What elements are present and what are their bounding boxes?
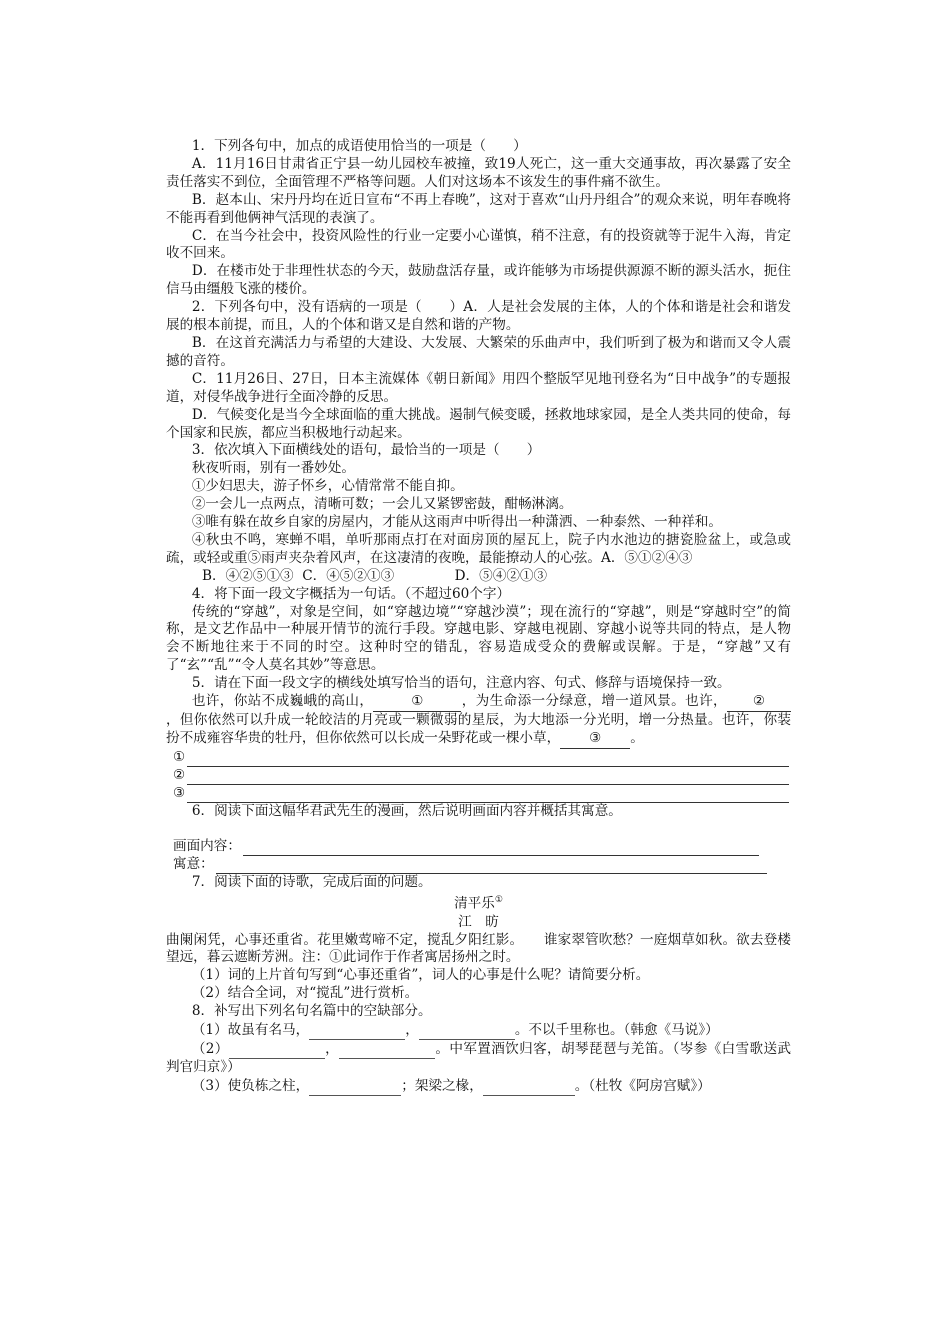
- q2-stem: 2．下列各句中，没有语病的一项是（ ）A．人是社会发展的主体，人的个体和谐是社会和谐发展的根本前提，而且，人的个体和谐又是自然和谐的产物。: [166, 299, 791, 334]
- q8-l3-text-b: ；架梁之椽，: [401, 1077, 483, 1094]
- q5-stem: 5．请在下面一段文字的横线处填写恰当的语句，注意内容、句式、修辞与语境保持一致。: [191, 675, 731, 692]
- q5-blank-2[interactable]: ②: [727, 693, 791, 712]
- q3-sentence-4: ④秋虫不鸣，寒蝉不唱，单听那雨点打在对面房顶的屋瓦上，院子内水池边的搪瓷脸盆上，或急或疏，或轻或重⑤雨声夹杂着风声，在这凄清的夜晚，最能撩动人的心弦。A．⑤①②④③: [166, 531, 791, 566]
- q5-answer-line-1[interactable]: [173, 749, 791, 767]
- q5-answer-label-2: ②: [173, 766, 186, 783]
- q7-note-mark: ①: [494, 895, 503, 906]
- q1-option-d: D．在楼市处于非理性状态的今天，鼓励盘活存量，或许能够为市场提供源源不断的源头活水，扼住信马由缰般飞涨的楼价。: [166, 263, 791, 298]
- q4-passage: 传统的“穿越”，对象是空间，如“穿越边境”“穿越沙漠”；现在流行的“穿越”，则是“穿越时空”的简称，是文艺作品中一种展开情节的流行手段。穿越电影、穿越电视剧、穿越小说等共同的特点，是人物会不断地往来于不同的时空。这种时空的错乱，容易造成受众的费解或误解。于是，“穿越”又有了“玄”“乱”“令人莫名其妙”等意思。: [166, 603, 791, 674]
- q8-l2-blank-1[interactable]: [229, 1040, 325, 1059]
- q3-sentence-1: ①少妇思夫，游子怀乡，心情常常不能自抑。: [191, 478, 464, 495]
- q8-l1-text-c: 。不以千里称也。（韩愈《马说》）: [514, 1022, 719, 1039]
- q3-sentence-3: ③唯有躲在故乡自家的房屋内，才能从这雨声中听得出一种潇洒、一种泰然、一种祥和。: [191, 514, 722, 531]
- q5-blank-1[interactable]: ①: [373, 693, 461, 712]
- q8-l2-text-b: ，: [324, 1040, 340, 1057]
- q1-option-a: A．11月16日甘肃省正宁县一幼儿园校车被撞，致19人死亡，这一重大交通事故，再次暴露了安全责任落实不到位，全面管理不严格等问题。人们对这场本不该发生的事件痛不欲生。: [166, 155, 791, 190]
- q7-question-1: （1）词的上片首句写到“心事还重省”，词人的心事是什么呢？请简要分析。: [191, 967, 650, 984]
- q8-l1-blank-1[interactable]: [309, 1021, 405, 1040]
- q7-poem: 曲阑闲凭，心事还重省。花里嫩莺啼不定，搅乱夕阳红影。 谁家翠管吹愁？一庭烟草如秋。欲去登楼望远，暮云遮断芳洲。注：①此词作于作者寓居扬州之时。: [166, 931, 791, 966]
- q8-l3-blank-2[interactable]: [483, 1077, 575, 1096]
- q6-stem: 6．阅读下面这幅华君武先生的漫画，然后说明画面内容并概括其寓意。: [191, 802, 622, 819]
- q8-l1-blank-2[interactable]: [419, 1021, 515, 1040]
- q2-option-b: B．在这首充满活力与希望的大建设、大发展、大繁荣的乐曲声中，我们听到了极为和谐而又令人震撼的音符。: [166, 334, 791, 369]
- q4-stem: 4．将下面一段文字概括为一句话。（不超过60个字）: [191, 585, 511, 602]
- q2-option-d: D．气候变化是当今全球面临的重大挑战。遏制气候变暖，拯救地球家园，是全人类共同的使命，每个国家和民族，都应当积极地行动起来。: [166, 406, 791, 441]
- q3-options: B．④②⑤①③ C．④⑤②①③ D．⑤④②①③: [202, 567, 548, 584]
- q5-answer-label-3: ③: [173, 784, 186, 801]
- q8-l1-text-a: （1）故虽有名马，: [191, 1022, 310, 1039]
- q2-option-c: C．11月26日、27日，日本主流媒体《朝日新闻》用四个整版罕见地刊登名为“日中战争”的专题报道，对侵华战争进行全面冷静的反思。: [166, 370, 791, 405]
- q5-answer-line-3[interactable]: [173, 785, 791, 803]
- q8-l3-text-a: （3）使负栋之柱，: [191, 1077, 310, 1094]
- q1-option-b: B．赵本山、宋丹丹均在近日宣布“不再上春晚”，这对于喜欢“山丹丹组合”的观众来说，明年春晚将不能再看到他俩神气活现的表演了。: [166, 191, 791, 226]
- q5-text-4: 。: [630, 729, 644, 746]
- q3-stem: 3．依次填入下面横线处的语句，最恰当的一项是（ ）: [191, 442, 541, 459]
- q8-l3-blank-1[interactable]: [309, 1077, 401, 1096]
- q6-comic-space: [166, 820, 791, 838]
- q7-poem-title: [166, 892, 791, 913]
- q8-stem: 8．补写出下列名句名篇中的空缺部分。: [191, 1003, 432, 1020]
- q5-text-3: ，但你依然可以升成一轮皎洁的月亮或一颗微弱的星辰，为大地添一分光明，增一分热量。也许，你装扮不成雍容华贵的牡丹，但你依然可以长成一朵野花或一棵小草，: [166, 712, 791, 746]
- q8-l2-blank-2[interactable]: [339, 1040, 435, 1059]
- q7-question-2: （2）结合全词，对“搅乱”进行赏析。: [191, 985, 419, 1002]
- exam-page: [166, 138, 791, 1096]
- q8-l1-text-b: ，: [405, 1022, 419, 1039]
- q8-l2-text-c: 。中军置酒饮归客，胡琴琵琶与羌笛。（岑参《白雪歌送武判官归京》）: [166, 1040, 792, 1075]
- q1-stem: 1．下列各句中，加点的成语使用恰当的一项是（ ）: [191, 138, 527, 154]
- q6-content-label: 画面内容：: [173, 838, 241, 855]
- q5-text-2: ，为生命添一分绿意，增一道风景。也许，: [461, 693, 728, 710]
- q6-content-line[interactable]: [173, 838, 761, 856]
- q5-answer-line-2[interactable]: [173, 767, 791, 785]
- q5-blank-3[interactable]: ③: [560, 730, 630, 749]
- q8-l2-text-a: （2）: [191, 1040, 229, 1057]
- q1-option-c: C．在当今社会中，投资风险性的行业一定要小心谨慎，稍不注意，有的投资就等于泥牛入海，肯定收不回来。: [166, 227, 791, 262]
- q8-line-3: [166, 1077, 791, 1096]
- q5-text-1: 也许，你站不成巍峨的高山，: [191, 693, 374, 710]
- q3-sentence-2: ②一会儿一点两点，清晰可数；一会儿又紧锣密鼓，酣畅淋漓。: [191, 496, 573, 513]
- q7-stem: 7．阅读下面的诗歌，完成后面的问题。: [191, 874, 432, 891]
- q6-meaning-label: 寓意：: [173, 856, 214, 873]
- q7-title-text: 清平乐: [454, 895, 495, 912]
- q5-passage: [166, 693, 791, 749]
- q7-author: 江 昉: [458, 913, 499, 930]
- q6-meaning-line[interactable]: [173, 856, 769, 874]
- q8-l3-text-c: 。（杜牧《阿房宫赋》）: [574, 1077, 711, 1094]
- q8-line-1: [166, 1021, 791, 1040]
- q8-line-2: [166, 1040, 791, 1077]
- q3-lead: 秋夜听雨，别有一番妙处。: [191, 460, 355, 477]
- q5-answer-label-1: ①: [173, 748, 186, 765]
